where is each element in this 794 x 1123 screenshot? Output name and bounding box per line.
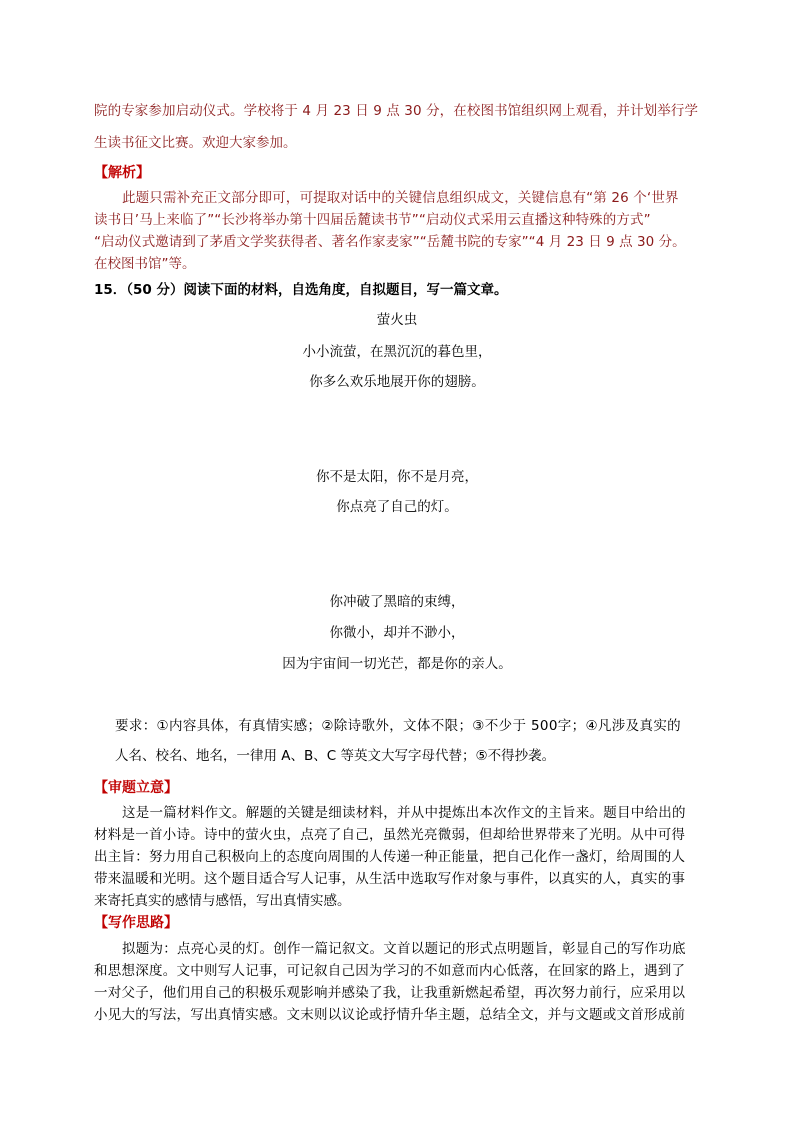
poem-title: 萤火虫 bbox=[376, 312, 418, 328]
poem-line: 小小流萤，在黑沉沉的暮色里， bbox=[302, 344, 492, 360]
review-line: 来寄托真实的感情与感悟，写出真情实感。 bbox=[94, 893, 351, 909]
review-line: 带来温暖和光明。这个题目适合写人记事，从生活中选取写作对象与事件，以真实的人，真实的事 bbox=[94, 871, 686, 887]
poem-line: 你微小，却并不渺小， bbox=[329, 625, 465, 641]
review-line: 材料是一首小诗。诗中的萤火虫，点亮了自己，虽然光亮微弱，但却给世界带来了光明。从中可得 bbox=[94, 827, 686, 843]
writing-header: 【写作思路】 bbox=[94, 915, 178, 931]
question-title: 15．（50 分）阅读下面的材料，自选角度，自拟题目，写一篇文章。 bbox=[94, 282, 508, 298]
analysis-header: 【解析】 bbox=[94, 165, 150, 181]
review-line: 出主旨：努力用自己积极向上的态度向周围的人传递一种正能量，把自己化作一盏灯，给周围的人 bbox=[94, 849, 686, 865]
poem-line: 你不是太阳，你不是月亮， bbox=[316, 469, 478, 485]
poem-line: 因为宇宙间一切光芒，都是你的亲人。 bbox=[282, 656, 512, 672]
writing-line: 小见大的写法，写出真情实感。文末则以议论或抒情升华主题，总结全文，并与文题或文首形成前 bbox=[94, 1007, 686, 1023]
writing-line: 拟题为：点亮心灵的灯。创作一篇记叙文。文首以题记的形式点明题旨，彰显自己的写作功底 bbox=[122, 941, 686, 957]
poem-line: 你点亮了自己的灯。 bbox=[336, 499, 458, 515]
analysis-line: 在校图书馆”等。 bbox=[94, 256, 196, 272]
intro-line-1: 院的专家参加启动仪式。学校将于 4 月 23 日 9 点 30 分，在校图书馆组织网上观看，并计划举行学 bbox=[94, 103, 699, 119]
poem-line: 你冲破了黑暗的束缚， bbox=[329, 594, 465, 610]
poem-line: 你多么欢乐地展开你的翅膀。 bbox=[309, 374, 485, 390]
writing-line: 一对父子，他们用自己的积极乐观影响并感染了我，让我重新燃起希望，再次努力前行，应采用以 bbox=[94, 985, 686, 1001]
review-header: 【审题立意】 bbox=[94, 780, 178, 796]
requirements-line-2: 人名、校名、地名，一律用 A、B、C 等英文大写字母代替；⑤不得抄袭。 bbox=[115, 748, 556, 764]
review-line: 这是一篇材料作文。解题的关键是细读材料，并从中提炼出本次作文的主旨来。题目中给出的 bbox=[122, 805, 686, 821]
analysis-line: 此题只需补充正文部分即可，可提取对话中的关键信息组织成文，关键信息有“第 26 个‘世界 bbox=[122, 190, 679, 206]
analysis-line: “启动仪式邀请到了茅盾文学奖获得者、著名作家麦家”“岳麓书院的专家”“4 月 23 日 9 点 30 分。 bbox=[94, 234, 686, 250]
writing-line: 和思想深度。文中则写人记事，可记叙自己因为学习的不如意而内心低落，在回家的路上，遇到了 bbox=[94, 963, 686, 979]
analysis-line: 读书日’马上来临了”“长沙将举办第十四届岳麓读书节”“启动仪式采用云直播这种特殊的方式” bbox=[94, 212, 651, 228]
intro-line-2: 生读书征文比赛。欢迎大家参加。 bbox=[94, 135, 297, 151]
requirements-line-1: 要求：①内容具体，有真情实感；②除诗歌外，文体不限；③不少于 500字；④凡涉及真实的 bbox=[115, 718, 682, 734]
